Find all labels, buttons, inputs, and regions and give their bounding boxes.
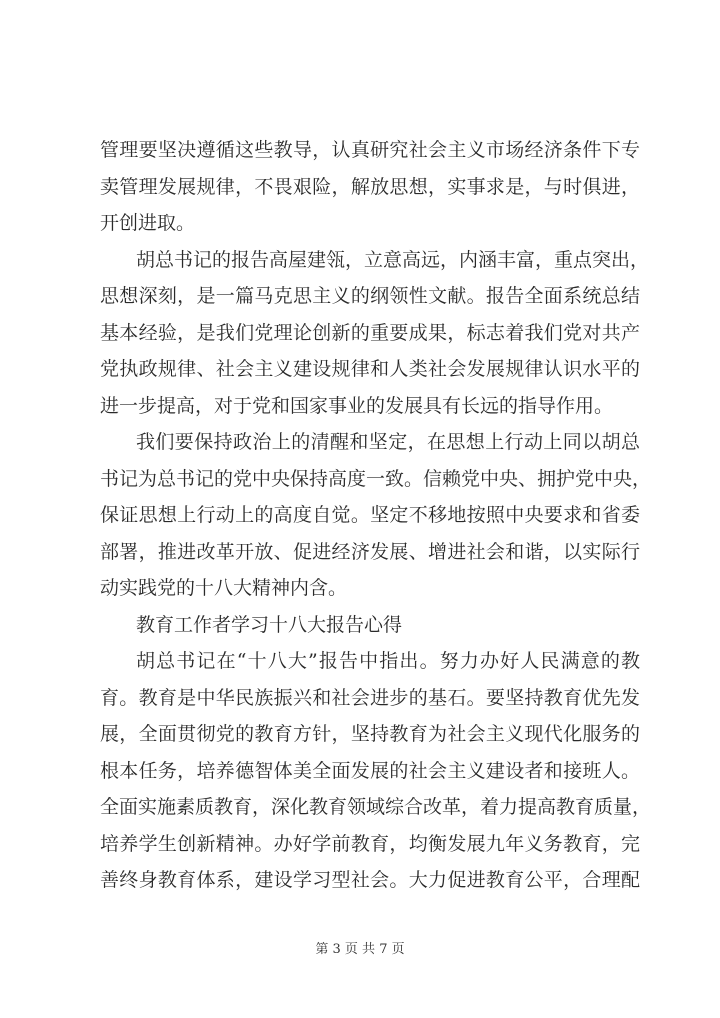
text-line: 培养学生创新精神。办好学前教育，均衡发展九年义务教育，完 [100, 832, 640, 855]
text-line: 基本经验，是我们党理论创新的重要成果，标志着我们党对共产 [100, 321, 640, 344]
text-line: 部署，推进改革开放、促进经济发展、增进社会和谐，以实际行 [100, 540, 640, 563]
text-line: 卖管理发展规律，不畏艰险，解放思想，实事求是，与时俱进， [100, 175, 640, 198]
text-line: 开创进取。 [100, 212, 196, 234]
text-line: 书记为总书记的党中央保持高度一致。信赖党中央、拥护党中央， [100, 467, 652, 490]
text-line: 党执政规律、社会主义建设规律和人类社会发展规律认识水平的 [100, 358, 640, 380]
text-line: 展，全面贯彻党的教育方针，坚持教育为社会主义现代化服务的 [100, 723, 640, 745]
text-line: 善终身教育体系，建设学习型社会。大力促进教育公平，合理配 [100, 869, 640, 891]
paragraph [100, 132, 640, 242]
text-line: 进一步提高，对于党和国家事业的发展具有长远的指导作用。 [100, 394, 614, 417]
text-line: 管理要坚决遵循这些教导，认真研究社会主义市场经济条件下专 [100, 139, 640, 161]
text-line: 胡总书记的报告高屋建瓴，立意高远，内涵丰富，重点突出， [136, 248, 650, 271]
paragraph [100, 607, 640, 644]
paragraph [100, 424, 652, 607]
text-line: 我们要保持政治上的清醒和坚定，在思想上行动上同以胡总 [136, 431, 640, 453]
paragraph [100, 643, 652, 899]
text-line: 保证思想上行动上的高度自觉。坚定不移地按照中央要求和省委 [100, 504, 640, 526]
text-line: 动实践党的十八大精神内含。 [100, 577, 348, 599]
text-line: 育。教育是中华民族振兴和社会进步的基石。要坚持教育优先发 [100, 686, 640, 709]
page-number-footer: 第 3 页 共 7 页 [315, 942, 405, 957]
document-body [100, 132, 652, 899]
text-line: 全面实施素质教育，深化教育领域综合改革，着力提高教育质量， [100, 796, 652, 818]
text-line: 思想深刻，是一篇马克思主义的纲领性文献。报告全面系统总结 [100, 285, 640, 307]
text-line: 教育工作者学习十八大报告心得 [136, 613, 403, 636]
paragraph [100, 242, 650, 425]
text-line: 根本任务，培养德智体美全面发展的社会主义建设者和接班人。 [100, 759, 640, 782]
text-line: 胡总书记在“十八大”报告中指出。努力办好人民满意的教 [136, 650, 640, 672]
